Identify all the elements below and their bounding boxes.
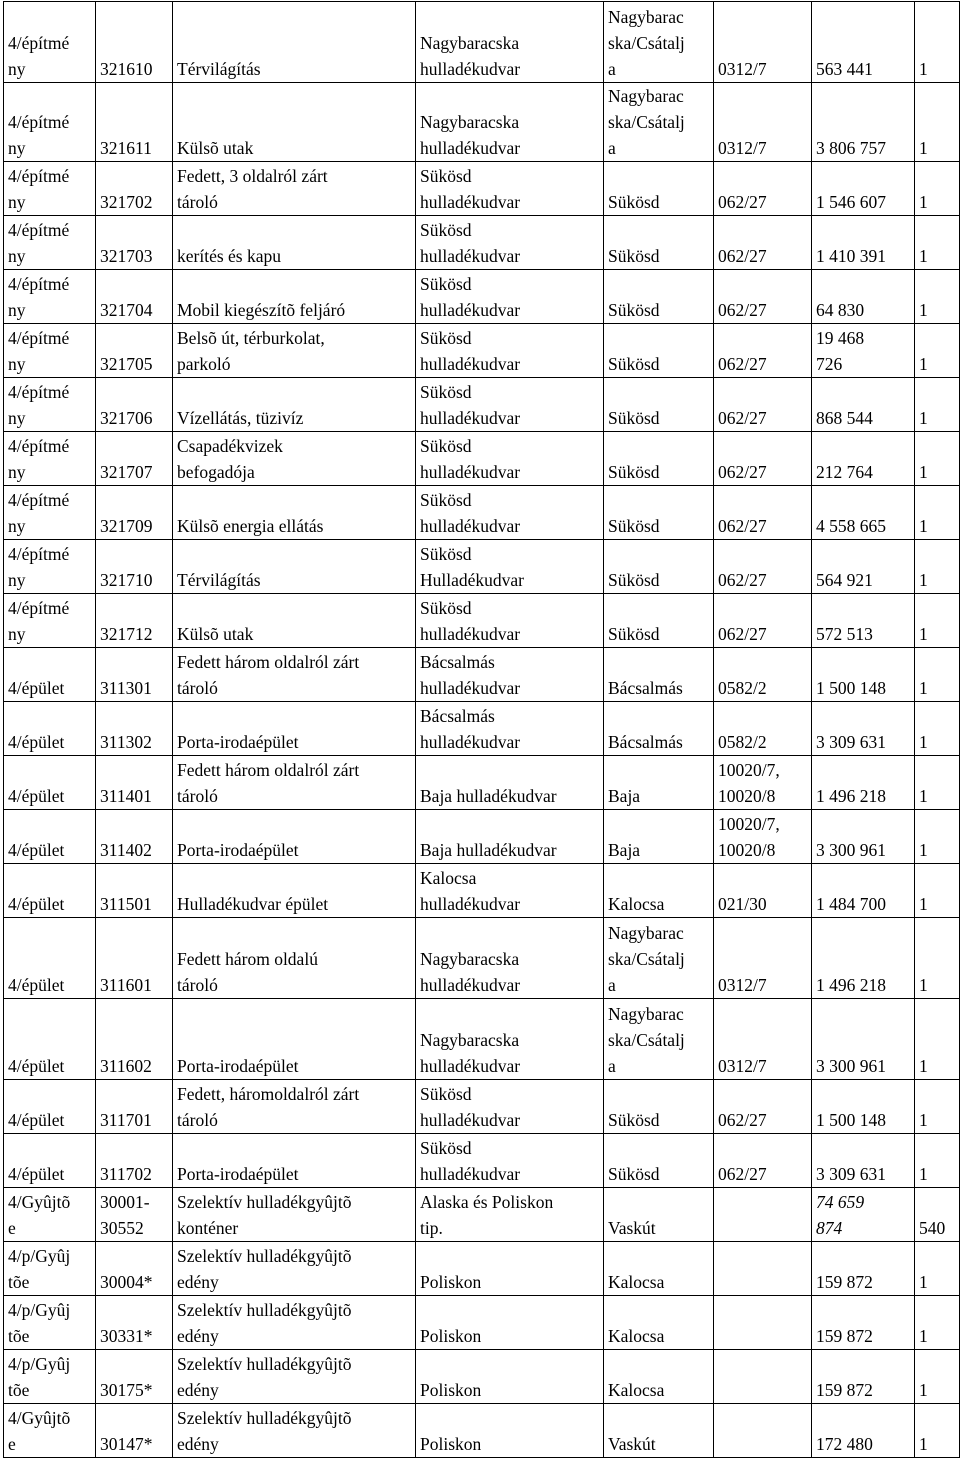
settlement-cell: Nagybarac ska/Csátalj a: [604, 83, 714, 162]
table-row: [4, 918, 960, 999]
value-cell: 212 764: [812, 432, 915, 486]
table-row: [4, 216, 960, 270]
category-cell: 4/építmé ny: [4, 486, 96, 540]
category-cell: 4/p/Gyûj tõe: [4, 1350, 96, 1404]
lot-number-cell: 062/27: [714, 378, 812, 432]
settlement-cell: Bácsalmás: [604, 648, 714, 702]
location-cell: Sükösd hulladékudvar: [416, 432, 604, 486]
code-cell: 30331*: [96, 1296, 173, 1350]
value-cell: 19 468 726: [812, 324, 915, 378]
category-cell: 4/épület: [4, 864, 96, 918]
quantity-cell: 540: [915, 1188, 960, 1242]
table-row: [4, 648, 960, 702]
quantity-cell: 1: [915, 216, 960, 270]
category-cell: 4/építmé ny: [4, 216, 96, 270]
lot-number-cell: 062/27: [714, 1080, 812, 1134]
settlement-cell: Sükösd: [604, 1134, 714, 1188]
description-cell: Külsõ utak: [173, 83, 416, 162]
quantity-cell: 1: [915, 702, 960, 756]
quantity-cell: 1: [915, 1296, 960, 1350]
lot-number-cell: 062/27: [714, 216, 812, 270]
category-cell: 4/építmé ny: [4, 540, 96, 594]
location-cell: Sükösd hulladékudvar: [416, 378, 604, 432]
value-cell: 64 830: [812, 270, 915, 324]
category-cell: 4/építmé ny: [4, 270, 96, 324]
value-cell: 1 500 148: [812, 1080, 915, 1134]
location-cell: Alaska és Poliskon tip.: [416, 1188, 604, 1242]
category-cell: 4/épület: [4, 999, 96, 1080]
description-cell: Szelektív hulladékgyûjtõ edény: [173, 1404, 416, 1458]
location-cell: Sükösd hulladékudvar: [416, 594, 604, 648]
settlement-cell: Nagybarac ska/Csátalj a: [604, 999, 714, 1080]
code-cell: 311301: [96, 648, 173, 702]
description-cell: Vízellátás, tüzivíz: [173, 378, 416, 432]
code-cell: 30001- 30552: [96, 1188, 173, 1242]
category-cell: 4/építmé ny: [4, 83, 96, 162]
location-cell: Kalocsa hulladékudvar: [416, 864, 604, 918]
code-cell: 321702: [96, 162, 173, 216]
location-cell: Nagybaracska hulladékudvar: [416, 2, 604, 83]
quantity-cell: 1: [915, 1080, 960, 1134]
quantity-cell: 1: [915, 756, 960, 810]
location-cell: Sükösd hulladékudvar: [416, 1080, 604, 1134]
quantity-cell: 1: [915, 999, 960, 1080]
location-cell: Sükösd Hulladékudvar: [416, 540, 604, 594]
description-cell: Porta-irodaépület: [173, 702, 416, 756]
table-row: [4, 2, 960, 83]
value-cell: 3 806 757: [812, 83, 915, 162]
category-cell: 4/építmé ny: [4, 324, 96, 378]
category-cell: 4/építmé ny: [4, 594, 96, 648]
category-cell: 4/építmé ny: [4, 432, 96, 486]
category-cell: 4/épület: [4, 1080, 96, 1134]
description-cell: Porta-irodaépület: [173, 810, 416, 864]
location-cell: Poliskon: [416, 1350, 604, 1404]
settlement-cell: Baja: [604, 810, 714, 864]
settlement-cell: Vaskút: [604, 1188, 714, 1242]
settlement-cell: Sükösd: [604, 324, 714, 378]
category-cell: 4/Gyûjtõ e: [4, 1404, 96, 1458]
table-row: [4, 1188, 960, 1242]
lot-number-cell: 0312/7: [714, 2, 812, 83]
quantity-cell: 1: [915, 2, 960, 83]
table-row: [4, 1134, 960, 1188]
value-cell: 74 659 874: [812, 1188, 915, 1242]
table-row: [4, 83, 960, 162]
location-cell: Bácsalmás hulladékudvar: [416, 702, 604, 756]
description-cell: Fedett, háromoldalról zárt tároló: [173, 1080, 416, 1134]
location-cell: Sükösd hulladékudvar: [416, 486, 604, 540]
value-cell: 1 484 700: [812, 864, 915, 918]
description-cell: Fedett, 3 oldalról zárt tároló: [173, 162, 416, 216]
quantity-cell: 1: [915, 810, 960, 864]
description-cell: Szelektív hulladékgyûjtõ konténer: [173, 1188, 416, 1242]
settlement-cell: Sükösd: [604, 540, 714, 594]
lot-number-cell: 062/27: [714, 324, 812, 378]
quantity-cell: 1: [915, 1350, 960, 1404]
quantity-cell: 1: [915, 486, 960, 540]
quantity-cell: 1: [915, 594, 960, 648]
quantity-cell: 1: [915, 378, 960, 432]
quantity-cell: 1: [915, 83, 960, 162]
description-cell: Szelektív hulladékgyûjtõ edény: [173, 1350, 416, 1404]
lot-number-cell: [714, 1188, 812, 1242]
lot-number-cell: 062/27: [714, 270, 812, 324]
settlement-cell: Kalocsa: [604, 864, 714, 918]
description-cell: Csapadékvizek befogadója: [173, 432, 416, 486]
table-row: [4, 162, 960, 216]
lot-number-cell: 0312/7: [714, 999, 812, 1080]
table-row: [4, 324, 960, 378]
category-cell: 4/Gyûjtõ e: [4, 1188, 96, 1242]
quantity-cell: 1: [915, 918, 960, 999]
lot-number-cell: [714, 1404, 812, 1458]
value-cell: 1 496 218: [812, 756, 915, 810]
code-cell: 321705: [96, 324, 173, 378]
code-cell: 311602: [96, 999, 173, 1080]
description-cell: Térvilágítás: [173, 2, 416, 83]
location-cell: Nagybaracska hulladékudvar: [416, 83, 604, 162]
category-cell: 4/építmé ny: [4, 2, 96, 83]
settlement-cell: Sükösd: [604, 378, 714, 432]
description-cell: Hulladékudvar épület: [173, 864, 416, 918]
value-cell: 3 300 961: [812, 810, 915, 864]
table-row: [4, 378, 960, 432]
description-cell: Térvilágítás: [173, 540, 416, 594]
description-cell: Külsõ energia ellátás: [173, 486, 416, 540]
value-cell: 563 441: [812, 2, 915, 83]
lot-number-cell: 062/27: [714, 486, 812, 540]
settlement-cell: Sükösd: [604, 162, 714, 216]
code-cell: 311401: [96, 756, 173, 810]
table-row: [4, 270, 960, 324]
quantity-cell: 1: [915, 864, 960, 918]
location-cell: Nagybaracska hulladékudvar: [416, 999, 604, 1080]
settlement-cell: Nagybarac ska/Csátalj a: [604, 2, 714, 83]
quantity-cell: 1: [915, 162, 960, 216]
value-cell: 1 496 218: [812, 918, 915, 999]
quantity-cell: 1: [915, 432, 960, 486]
location-cell: Sükösd hulladékudvar: [416, 270, 604, 324]
location-cell: Poliskon: [416, 1242, 604, 1296]
table-row: [4, 1080, 960, 1134]
category-cell: 4/épület: [4, 918, 96, 999]
description-cell: Fedett három oldalú tároló: [173, 918, 416, 999]
value-cell: 1 546 607: [812, 162, 915, 216]
table-row: [4, 594, 960, 648]
description-cell: Szelektív hulladékgyûjtõ edény: [173, 1296, 416, 1350]
lot-number-cell: [714, 1350, 812, 1404]
lot-number-cell: 062/27: [714, 594, 812, 648]
code-cell: 311402: [96, 810, 173, 864]
settlement-cell: Sükösd: [604, 216, 714, 270]
lot-number-cell: 062/27: [714, 162, 812, 216]
table-row: [4, 432, 960, 486]
code-cell: 321710: [96, 540, 173, 594]
value-cell: 159 872: [812, 1296, 915, 1350]
code-cell: 321611: [96, 83, 173, 162]
settlement-cell: Sükösd: [604, 594, 714, 648]
category-cell: 4/épület: [4, 810, 96, 864]
code-cell: 321704: [96, 270, 173, 324]
code-cell: 30004*: [96, 1242, 173, 1296]
quantity-cell: 1: [915, 648, 960, 702]
location-cell: Sükösd hulladékudvar: [416, 216, 604, 270]
quantity-cell: 1: [915, 540, 960, 594]
table-row: [4, 702, 960, 756]
code-cell: 311702: [96, 1134, 173, 1188]
category-cell: 4/építmé ny: [4, 162, 96, 216]
value-cell: 159 872: [812, 1350, 915, 1404]
settlement-cell: Kalocsa: [604, 1350, 714, 1404]
value-cell: 4 558 665: [812, 486, 915, 540]
settlement-cell: Sükösd: [604, 486, 714, 540]
value-cell: 868 544: [812, 378, 915, 432]
location-cell: Baja hulladékudvar: [416, 756, 604, 810]
description-cell: Belsõ út, térburkolat, parkoló: [173, 324, 416, 378]
location-cell: Bácsalmás hulladékudvar: [416, 648, 604, 702]
description-cell: Fedett három oldalról zárt tároló: [173, 756, 416, 810]
settlement-cell: Sükösd: [604, 1080, 714, 1134]
lot-number-cell: 062/27: [714, 1134, 812, 1188]
lot-number-cell: [714, 1296, 812, 1350]
lot-number-cell: 0312/7: [714, 918, 812, 999]
settlement-cell: Sükösd: [604, 270, 714, 324]
description-cell: Porta-irodaépület: [173, 1134, 416, 1188]
category-cell: 4/p/Gyûj tõe: [4, 1296, 96, 1350]
value-cell: 159 872: [812, 1242, 915, 1296]
location-cell: Sükösd hulladékudvar: [416, 1134, 604, 1188]
location-cell: Nagybaracska hulladékudvar: [416, 918, 604, 999]
location-cell: Poliskon: [416, 1404, 604, 1458]
settlement-cell: Sükösd: [604, 432, 714, 486]
description-cell: Mobil kiegészítõ feljáró: [173, 270, 416, 324]
category-cell: 4/építmé ny: [4, 378, 96, 432]
location-cell: Sükösd hulladékudvar: [416, 324, 604, 378]
settlement-cell: Kalocsa: [604, 1296, 714, 1350]
lot-number-cell: 0582/2: [714, 648, 812, 702]
value-cell: 1 500 148: [812, 648, 915, 702]
code-cell: 321707: [96, 432, 173, 486]
lot-number-cell: 10020/7, 10020/8: [714, 810, 812, 864]
code-cell: 311601: [96, 918, 173, 999]
code-cell: 321703: [96, 216, 173, 270]
category-cell: 4/épület: [4, 1134, 96, 1188]
value-cell: 564 921: [812, 540, 915, 594]
lot-number-cell: 062/27: [714, 540, 812, 594]
quantity-cell: 1: [915, 324, 960, 378]
settlement-cell: Baja: [604, 756, 714, 810]
location-cell: Sükösd hulladékudvar: [416, 162, 604, 216]
code-cell: 311302: [96, 702, 173, 756]
description-cell: Fedett három oldalról zárt tároló: [173, 648, 416, 702]
description-cell: Külsõ utak: [173, 594, 416, 648]
lot-number-cell: 021/30: [714, 864, 812, 918]
code-cell: 311501: [96, 864, 173, 918]
value-cell: 3 300 961: [812, 999, 915, 1080]
location-cell: Baja hulladékudvar: [416, 810, 604, 864]
value-cell: 172 480: [812, 1404, 915, 1458]
lot-number-cell: 0582/2: [714, 702, 812, 756]
code-cell: 30147*: [96, 1404, 173, 1458]
description-cell: kerítés és kapu: [173, 216, 416, 270]
table-row: [4, 1404, 960, 1458]
table-row: [4, 999, 960, 1080]
lot-number-cell: 0312/7: [714, 83, 812, 162]
quantity-cell: 1: [915, 1242, 960, 1296]
category-cell: 4/p/Gyûj tõe: [4, 1242, 96, 1296]
settlement-cell: Nagybarac ska/Csátalj a: [604, 918, 714, 999]
asset-table: [3, 1, 960, 1458]
table-row: [4, 1296, 960, 1350]
table-row: [4, 810, 960, 864]
value-cell: 572 513: [812, 594, 915, 648]
table-row: [4, 1350, 960, 1404]
code-cell: 321706: [96, 378, 173, 432]
lot-number-cell: 10020/7, 10020/8: [714, 756, 812, 810]
table-row: [4, 540, 960, 594]
quantity-cell: 1: [915, 270, 960, 324]
settlement-cell: Kalocsa: [604, 1242, 714, 1296]
location-cell: Poliskon: [416, 1296, 604, 1350]
quantity-cell: 1: [915, 1134, 960, 1188]
table-row: [4, 1242, 960, 1296]
category-cell: 4/épület: [4, 756, 96, 810]
value-cell: 3 309 631: [812, 1134, 915, 1188]
quantity-cell: 1: [915, 1404, 960, 1458]
code-cell: 321709: [96, 486, 173, 540]
lot-number-cell: [714, 1242, 812, 1296]
category-cell: 4/épület: [4, 702, 96, 756]
code-cell: 311701: [96, 1080, 173, 1134]
code-cell: 30175*: [96, 1350, 173, 1404]
description-cell: Szelektív hulladékgyûjtõ edény: [173, 1242, 416, 1296]
code-cell: 321712: [96, 594, 173, 648]
table-row: [4, 864, 960, 918]
settlement-cell: Bácsalmás: [604, 702, 714, 756]
category-cell: 4/épület: [4, 648, 96, 702]
lot-number-cell: 062/27: [714, 432, 812, 486]
table-row: [4, 756, 960, 810]
value-cell: 3 309 631: [812, 702, 915, 756]
table-row: [4, 486, 960, 540]
code-cell: 321610: [96, 2, 173, 83]
settlement-cell: Vaskút: [604, 1404, 714, 1458]
description-cell: Porta-irodaépület: [173, 999, 416, 1080]
value-cell: 1 410 391: [812, 216, 915, 270]
